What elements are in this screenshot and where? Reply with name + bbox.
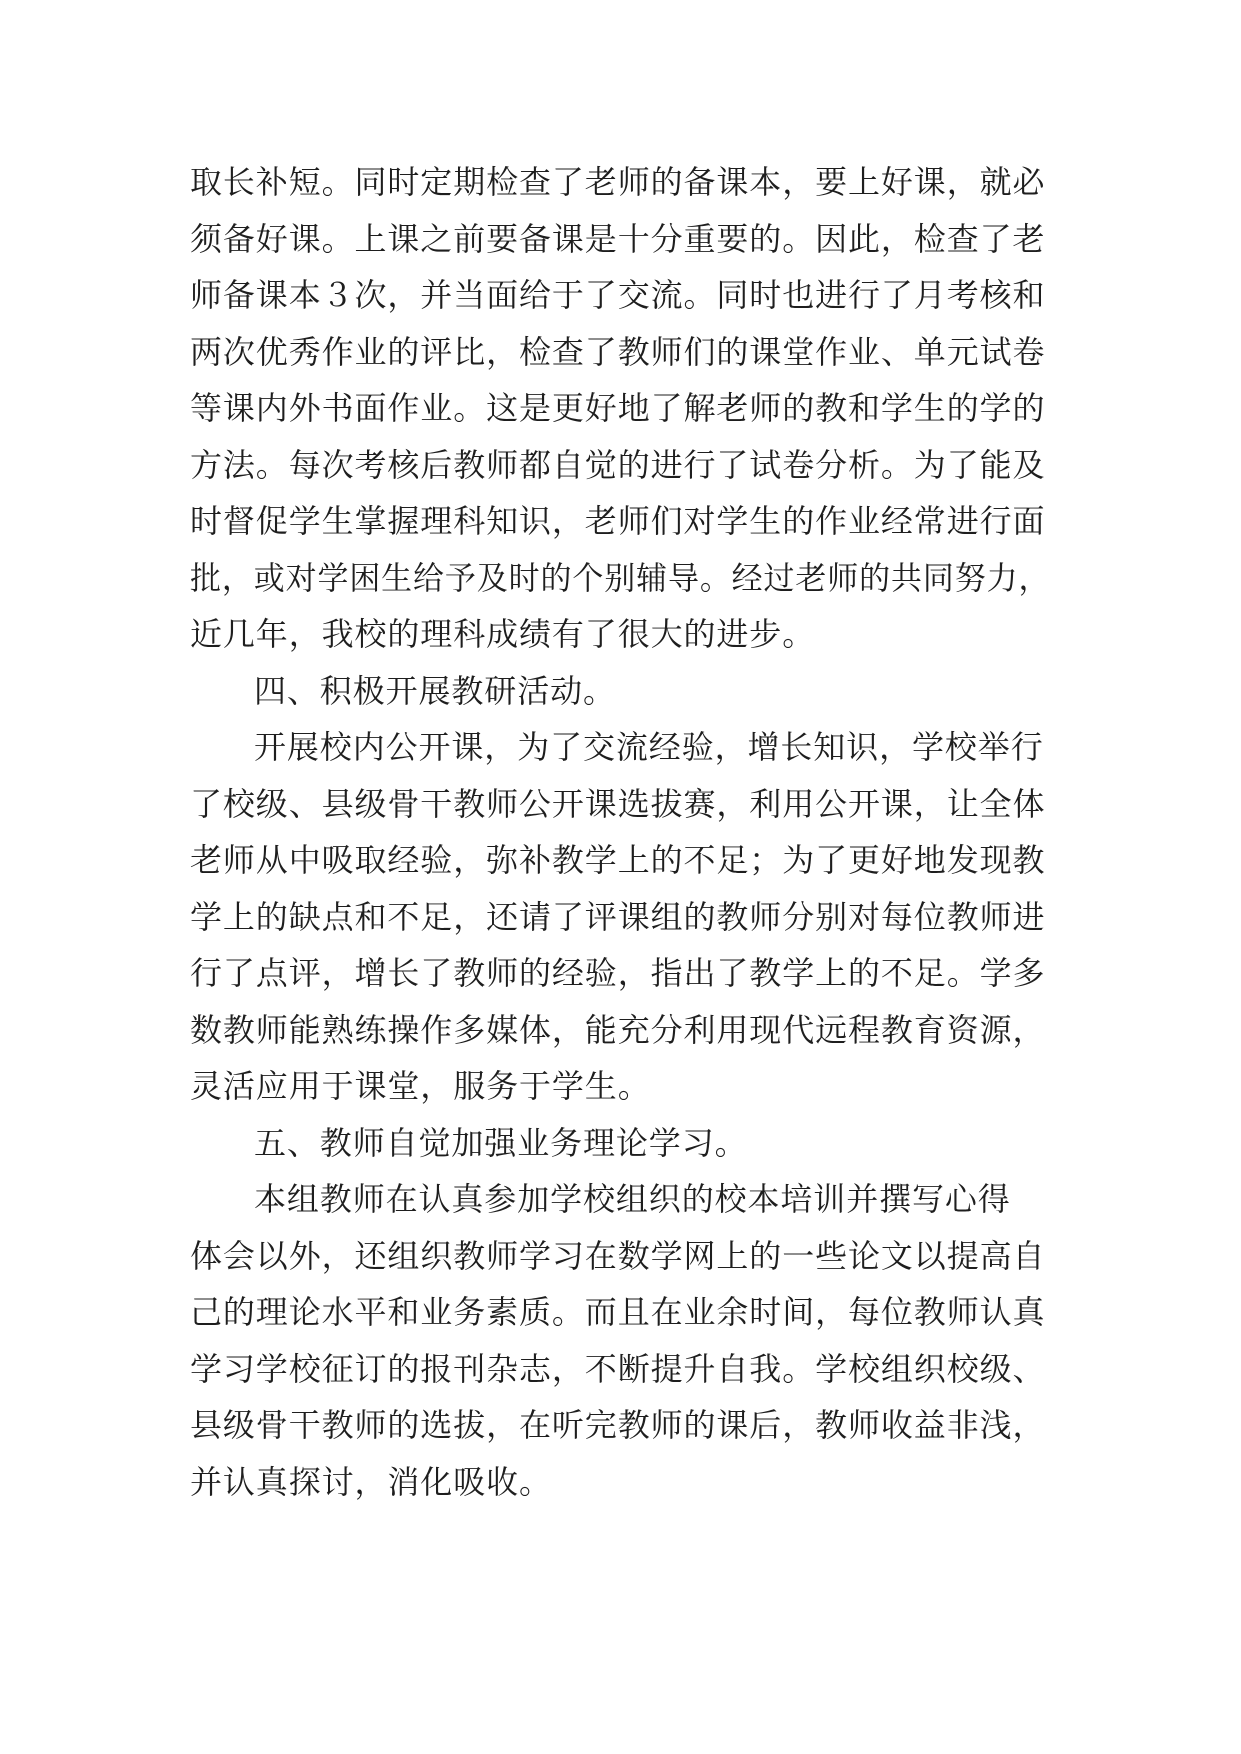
text-line: 并认真探讨，消化吸收。 [190, 1462, 552, 1501]
text-line: 两次优秀作业的评比，检查了教师们的课堂作业、单元试卷 [190, 332, 1046, 371]
text-line: 时督促学生掌握理科知识，老师们对学生的作业经常进行面 [190, 502, 1046, 540]
text-line: 取长补短。同时定期检查了老师的备课本，要上好课，就必 [190, 163, 1046, 201]
text-line: 批，或对学困生给予及时的个别辅导。经过老师的共同努力， [190, 558, 1051, 597]
text-line: 学习学校征订的报刊杂志，不断提升自我。学校组织校级、 [190, 1349, 1046, 1388]
text-line: 数教师能熟练操作多媒体，能充分利用现代远程教育资源， [190, 1010, 1046, 1049]
text-line: 行了点评，增长了教师的经验，指出了教学上的不足。学多 [190, 954, 1046, 992]
text-line: 师备课本３次，并当面给于了交流。同时也进行了月考核和 [190, 276, 1046, 314]
text-line: 老师从中吸取经验，弥补教学上的不足；为了更好地发现教 [190, 841, 1046, 879]
text-line: 己的理论水平和业务素质。而且在业余时间，每位教师认真 [190, 1293, 1046, 1331]
text-line: 开展校内公开课，为了交流经验，增长知识，学校举行 [254, 728, 1044, 766]
document-body [190, 154, 1050, 1510]
text-line: 了校级、县级骨干教师公开课选拔赛，利用公开课，让全体 [190, 784, 1046, 823]
text-line: 本组教师在认真参加学校组织的校本培训并撰写心得 [254, 1180, 1011, 1218]
text-line: 近几年，我校的理科成绩有了很大的进步。 [190, 615, 816, 653]
text-line: 学上的缺点和不足，还请了评课组的教师分别对每位教师进 [190, 897, 1046, 936]
section-heading: 四、积极开展教研活动。 [254, 671, 616, 710]
text-line: 灵活应用于课堂，服务于学生。 [190, 1067, 651, 1105]
text-line: 方法。每次考核后教师都自觉的进行了试卷分析。为了能及 [190, 445, 1046, 484]
section-heading: 五、教师自觉加强业务理论学习。 [254, 1123, 748, 1162]
text-line: 体会以外，还组织教师学习在数学网上的一些论文以提高自 [190, 1236, 1046, 1275]
text-line: 等课内外书面作业。这是更好地了解老师的教和学生的学的 [190, 389, 1046, 427]
text-line: 须备好课。上课之前要备课是十分重要的。因此，检查了老 [190, 219, 1046, 258]
text-line: 县级骨干教师的选拔，在听完教师的课后，教师收益非浅， [190, 1406, 1046, 1444]
